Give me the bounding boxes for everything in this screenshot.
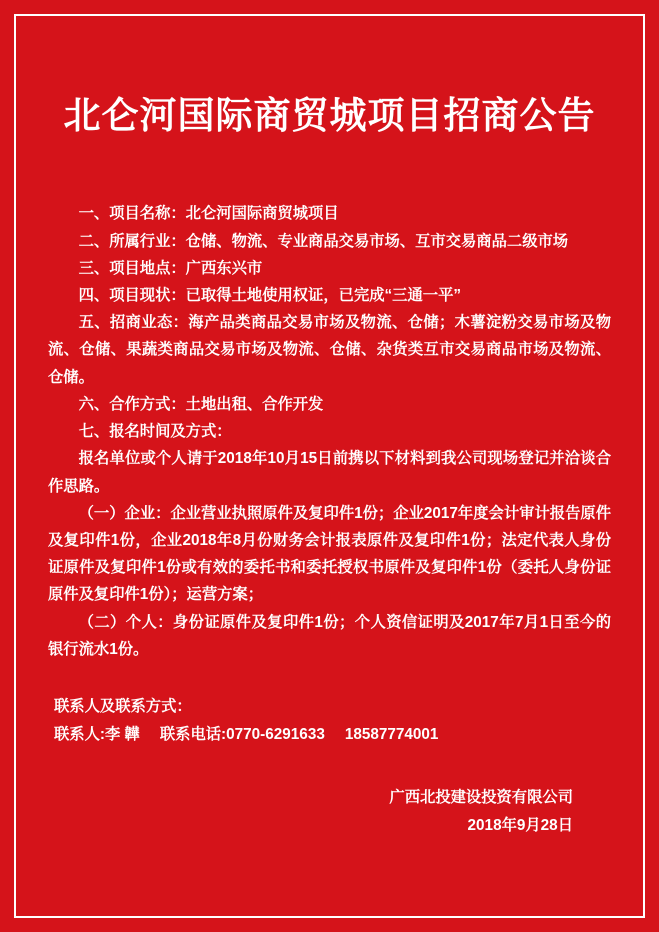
contact-person-name: 李 韡 [105, 726, 140, 744]
contact-details [54, 721, 611, 749]
signature-date: 2018年9月28日 [467, 817, 573, 834]
signature-company: 广西北投建设投资有限公司 [389, 788, 573, 806]
contact-phone-label: 联系电话: [159, 726, 227, 744]
paragraph-enterprise-requirements: （一）企业：企业营业执照原件及复印件1份；企业2017年度会计审计报告原件及复印件1份，企业2018年8月份财务会计报表原件及复印件1份；法定代表人身份证原件及复印件1份或有效的委托书和委托授权书原件及复印件1份（委托人身份证原件及复印件1份）；运营方案； [48, 504, 611, 604]
contact-phone-primary: 0770-6291633 [226, 726, 325, 744]
paragraph-registration-note: 报名单位或个人请于2018年10月15日前携以下材料到我公司现场登记并洽谈合作思路。 [48, 450, 611, 495]
poster-content [14, 14, 645, 918]
announcement-body [48, 200, 611, 663]
paragraph-item-7: 七、报名时间及方式： [78, 423, 232, 441]
paragraph-item-6: 六、合作方式：土地出租、合作开发 [78, 395, 324, 413]
contact-phone-secondary: 18587774001 [344, 726, 439, 744]
contact-heading: 联系人及联系方式： [54, 698, 192, 716]
paragraph-item-4: 四、项目现状：已取得土地使用权证，已完成“三通一平” [78, 287, 462, 305]
signature-section [48, 784, 611, 841]
paragraph-item-3: 三、项目地点：广西东兴市 [78, 259, 263, 277]
contact-section [48, 693, 611, 750]
page-title: 北仑河国际商贸城项目招商公告 [63, 95, 596, 136]
paragraph-individual-requirements: （二）个人：身份证原件及复印件1份；个人资信证明及2017年7月1日至今的银行流水1份。 [48, 613, 611, 658]
paragraph-item-2: 二、所属行业：仓储、物流、专业商品交易市场、互市交易商品二级市场 [78, 232, 569, 250]
paragraph-item-5: 五、招商业态：海产品类商品交易市场及物流、仓储；木薯淀粉交易市场及物流、仓储、果蔬类商品交易市场及物流、仓储、杂货类互市交易商品市场及物流、仓储。 [48, 314, 611, 386]
paragraph-item-1: 一、项目名称：北仑河国际商贸城项目 [78, 205, 339, 223]
contact-person-label: 联系人: [54, 726, 105, 744]
